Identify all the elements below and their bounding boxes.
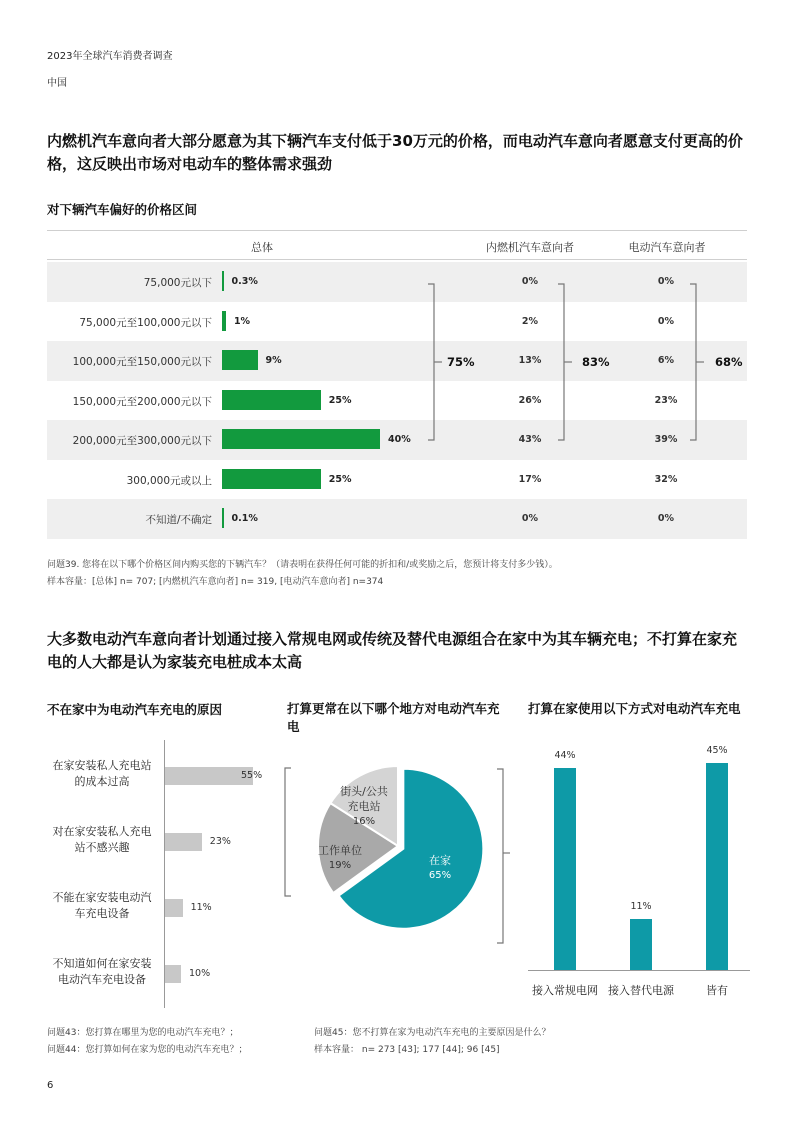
total-bar [222,311,226,331]
ice-value: 26% [518,394,542,406]
pie-label-home-value: 65% [428,870,452,881]
col-header-ice: 内燃机汽车意向者 [486,241,574,254]
reason-label-line: 对在家安装私人充电 [52,825,152,838]
total-bar [222,469,321,489]
section1-headline: 内燃机汽车意向者大部分愿意为其下辆汽车支付低于30万元的价格，而电动汽车意向者愿意支付更高的价格，这反映出市场对电动车的整体需求强劲 [47,132,743,173]
total-bar [222,508,224,528]
price-question-footnote: 问题39. 您将在以下哪个价格区间内购买您的下辆汽车？（请表明在获得任何可能的折扣和/或奖励之后，您预计将支付多少钱）。 [47,560,558,570]
row-label: 75,000元以下 [143,277,212,289]
bracket-total-ev: 68% [715,355,743,369]
section2-headline: 大多数电动汽车意向者计划通过接入常规电网或传统及替代电源组合在家中为其车辆充电；不打算在家充电的人大都是认为家装充电桩成本太高 [47,630,738,671]
footnote-sample: 样本容量： n= 273 [43]; 177 [44]; 96 [45] [314,1045,500,1055]
total-value: 25% [328,394,352,406]
total-bar [222,271,224,291]
reason-label-line: 不能在家安装电动汽 [52,891,152,904]
row-label: 不知道/不确定 [145,514,212,526]
report-title: 2023年全球汽车消费者调查 [47,51,173,62]
method-bar [706,763,728,970]
pie-bracket-left [285,768,291,896]
reason-label-line: 的成本过高 [74,775,130,788]
reason-label-line: 在家安装私人充电站 [52,759,152,772]
total-value: 0.3% [231,276,258,287]
col-header-ev: 电动汽车意向者 [628,241,706,254]
reason-label [47,890,157,922]
pie-label-public-line1: 街头/公共 [340,785,388,798]
method-value: 11% [630,901,652,913]
pie-label-public [334,784,394,829]
total-bar [222,350,258,370]
pie-label-work-value: 19% [328,860,352,871]
footnote-q45: 问题45：您不打算在家为电动汽车充电的主要原因是什么？ [314,1028,551,1038]
reason-value: 23% [209,836,231,847]
ice-value: 0% [521,276,539,287]
footnote-q43: 问题43：您打算在哪里为您的电动汽车充电？； [47,1028,239,1038]
ice-value: 2% [521,315,539,327]
page-number: 6 [47,1080,54,1091]
reason-bar [165,899,183,917]
ev-value: 6% [657,355,675,366]
method-chart-title: 打算在家使用以下方式对电动汽车充电 [528,701,741,716]
reason-value: 10% [189,968,211,979]
row-label: 300,000元或以上 [126,474,212,487]
footnote-q44: 问题44：您打算如何在家为您的电动汽车充电？； [47,1045,248,1055]
reason-label-line: 车充电设备 [74,907,130,920]
ice-value: 17% [518,473,542,485]
pie-label-home [420,853,460,883]
ev-value: 39% [654,434,678,445]
reason-label [47,956,157,988]
ev-value: 0% [657,276,675,287]
row-label: 200,000元至300,000元以下 [72,435,212,447]
bracket-total-ice: 83% [582,355,610,369]
pie-label-public-value: 16% [352,816,376,827]
total-bar [222,429,380,449]
pie-label-public-line2: 充电站 [347,800,381,813]
ev-value: 32% [654,473,678,485]
method-bar [630,919,652,970]
col-header-total: 总体 [251,241,273,254]
reason-bar [165,965,181,983]
total-value: 25% [328,473,352,485]
ev-value: 0% [657,513,675,524]
bracket-total-overall: 75% [447,355,475,369]
pie-label-work [310,843,370,873]
pie-label-work-name: 工作单位 [318,844,362,857]
row-label: 100,000元至150,000元以下 [72,356,212,368]
location-chart-title: 打算更常在以下哪个地方对电动汽车充电 [287,701,500,734]
method-category: 接入替代电源 [608,984,674,997]
region-label: 中国 [47,78,67,89]
reason-label-line: 站不感兴趣 [74,841,130,854]
pie-label-home-name: 在家 [429,854,451,867]
method-value: 45% [706,745,728,756]
ice-value: 43% [518,434,542,445]
price-sample-footnote: 样本容量：[总体] n= 707; [内燃机汽车意向者] n= 319, [电动汽车意向者] n=374 [47,577,384,587]
ev-value: 23% [654,394,678,406]
total-value: 40% [388,434,411,445]
table-header-rule [47,259,747,260]
reason-label [47,758,157,790]
row-label: 150,000元至200,000元以下 [72,395,212,408]
method-value: 44% [554,749,576,761]
table-top-rule [47,230,747,231]
method-bar [554,768,576,970]
row-label: 75,000元至100,000元以下 [79,316,212,329]
reason-value: 55% [241,770,263,781]
reasons-chart-title: 不在家中为电动汽车充电的原因 [47,702,223,717]
ice-value: 13% [518,355,542,366]
total-value: 9% [265,355,282,366]
ev-value: 0% [657,315,675,327]
reason-label-line: 不知道如何在家安装 [52,957,152,970]
total-value: 1% [233,315,251,327]
method-category: 接入常规电网 [532,984,598,997]
total-bar [222,390,321,410]
reason-label [47,824,157,856]
pie-bracket-right-svg [495,765,515,965]
total-value: 0.1% [231,513,258,524]
reason-label-line: 电动汽车充电设备 [58,973,146,986]
ice-value: 0% [521,513,539,524]
method-category: 皆有 [706,984,728,997]
reason-bar [165,833,202,851]
reason-value: 11% [190,902,212,913]
reason-bar [165,767,253,785]
price-table-title: 对下辆汽车偏好的价格区间 [47,202,198,217]
method-axis-line [528,970,750,971]
